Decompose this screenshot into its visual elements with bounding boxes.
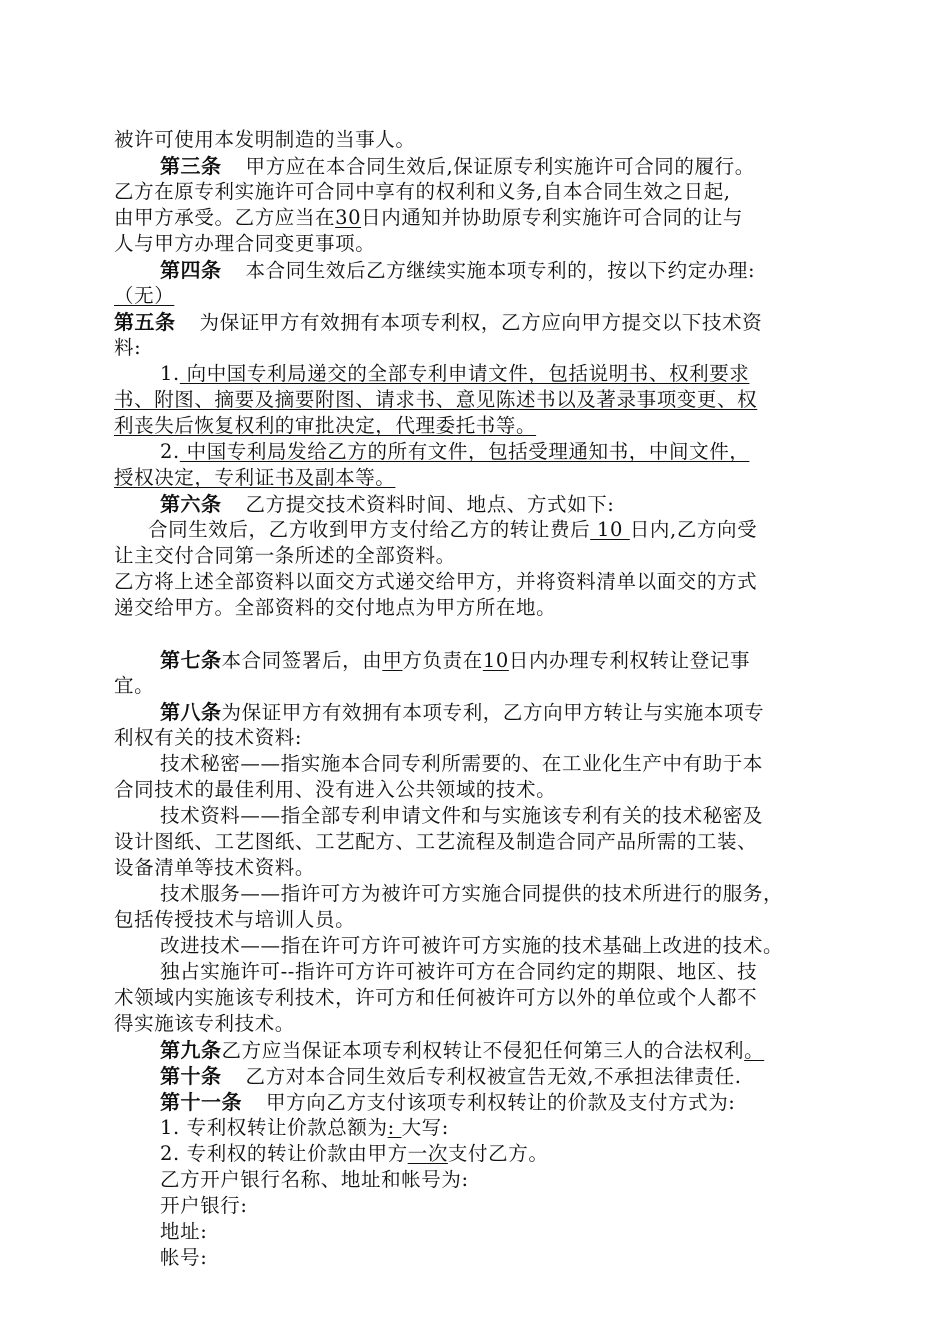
- text-line: 书、附图、摘要及摘要附图、请求书、意见陈述书以及著录事项变更、权: [114, 388, 758, 411]
- article-6: 第六条 乙方提交技术资料时间、地点、方式如下:: [160, 492, 615, 516]
- article-11: 第十一条 甲方向乙方支付该项专利权转让的价款及支付方式为:: [160, 1090, 736, 1114]
- text-line: 包括传授技术与培训人员。: [114, 908, 356, 931]
- article-heading: 第三条: [160, 154, 222, 178]
- article-heading: 第十条: [160, 1064, 222, 1088]
- article-5: 第五条 为保证甲方有效拥有本项专利权，乙方应向甲方提交以下技术资: [114, 310, 763, 334]
- bank-name-field: 开户银行:: [160, 1194, 248, 1217]
- text-line: [114, 283, 174, 309]
- bank-address-field: 地址:: [160, 1220, 208, 1243]
- article-8: 第八条为保证甲方有效拥有本项专利，乙方向甲方转让与实施本项专: [160, 700, 765, 724]
- text-line: 由甲方承受。乙方应当在30日内通知并协助原专利实施许可合同的让与: [114, 206, 744, 229]
- text-line: 递交给甲方。全部资料的交付地点为甲方所在地。: [114, 596, 557, 619]
- article-heading: 第八条: [160, 700, 222, 724]
- text-line: 乙方将上述全部资料以面交方式递交给甲方，并将资料清单以面交的方式: [114, 570, 758, 593]
- definition-item: 技术服务——指许可方为被许可方实施合同提供的技术所进行的服务，: [160, 882, 784, 905]
- article-heading: 第十一条: [160, 1090, 242, 1114]
- article-heading: 第四条: [160, 258, 222, 282]
- filled-value: 向中国专利局递交的全部专利申请文件，包括说明书、权利要求: [179, 362, 750, 385]
- definition-item: 改进技术——指在许可方许可被许可方实施的技术基础上改进的技术。: [160, 934, 784, 957]
- text-line: 得实施该专利技术。: [114, 1012, 295, 1035]
- text-line: 乙方开户银行名称、地址和帐号为:: [160, 1168, 469, 1191]
- definition-item: 技术秘密——指实施本合同专利所需要的、在工业化生产中有助于本: [160, 752, 764, 775]
- filled-value: 10: [590, 518, 630, 541]
- article-9: 第九条乙方应当保证本项专利权转让不侵犯任何第三人的合法权利。: [160, 1038, 765, 1062]
- article-heading: 第六条: [160, 492, 222, 516]
- text-line: 料:: [114, 336, 142, 359]
- text-line: 利权有关的技术资料:: [114, 726, 303, 749]
- definition-item: 技术资料——指全部专利申请文件和与实施该专利有关的技术秘密及: [160, 804, 764, 827]
- text-line: 合同生效后，乙方收到甲方支付给乙方的转让费后 10 日内,乙方向受: [148, 518, 758, 541]
- list-item: 1. 向中国专利局递交的全部专利申请文件，包括说明书、权利要求: [160, 362, 750, 385]
- filled-value: 甲: [382, 649, 403, 672]
- article-3: 第三条 甲方应在本合同生效后,保证原专利实施许可合同的履行。: [160, 154, 755, 178]
- text-line: 人与甲方办理合同变更事项。: [114, 232, 376, 255]
- filled-value: 10: [482, 649, 509, 672]
- list-item: 2. 中国专利局发给乙方的所有文件，包括受理通知书，中间文件，: [160, 440, 750, 463]
- text-line: 被许可使用本发明制造的当事人。: [114, 128, 416, 151]
- text-line: 利丧失后恢复权利的审批决定，代理委托书等。: [114, 414, 537, 437]
- text-line: 乙方在原专利实施许可合同中享有的权利和义务,自本合同生效之日起,: [114, 180, 731, 203]
- text-line: 合同技术的最佳利用、没有进入公共领域的技术。: [114, 778, 557, 801]
- text-line: 授权决定，专利证书及副本等。: [114, 466, 396, 489]
- text-line: 让主交付合同第一条所述的全部资料。: [114, 544, 456, 567]
- text-line: 术领域内实施该专利技术，许可方和任何被许可方以外的单位或个人都不: [114, 986, 758, 1009]
- article-heading: 第五条: [114, 310, 176, 334]
- list-item: 1. 专利权转让价款总额为: 大写:: [160, 1116, 449, 1139]
- bank-account-field: 帐号:: [160, 1246, 208, 1269]
- text-line: 设计图纸、工艺图纸、工艺配方、工艺流程及制造合同产品所需的工装、: [114, 830, 758, 853]
- text-line: 宜。: [114, 674, 155, 697]
- article-10: 第十条 乙方对本合同生效后专利权被宣告无效,不承担法律责任.: [160, 1064, 742, 1088]
- filled-value: （无）: [114, 284, 175, 307]
- text-line: 设备清单等技术资料。: [114, 856, 316, 879]
- filled-value: 30: [335, 206, 362, 229]
- article-4: 第四条 本合同生效后乙方继续实施本项专利的，按以下约定办理:: [160, 258, 756, 282]
- article-heading: 第七条: [160, 648, 222, 672]
- filled-value: :: [387, 1116, 402, 1139]
- definition-item: 独占实施许可--指许可方许可被许可方在合同约定的期限、地区、技: [160, 960, 758, 983]
- filled-value: 一次: [407, 1142, 448, 1165]
- list-item: 2. 专利权的转让价款由甲方一次支付乙方。: [160, 1142, 549, 1165]
- article-7: 第七条本合同签署后，由甲方负责在10日内办理专利权转让登记事: [160, 648, 751, 672]
- article-heading: 第九条: [160, 1038, 222, 1062]
- filled-value: 中国专利局发给乙方的所有文件，包括受理通知书，中间文件，: [179, 440, 750, 463]
